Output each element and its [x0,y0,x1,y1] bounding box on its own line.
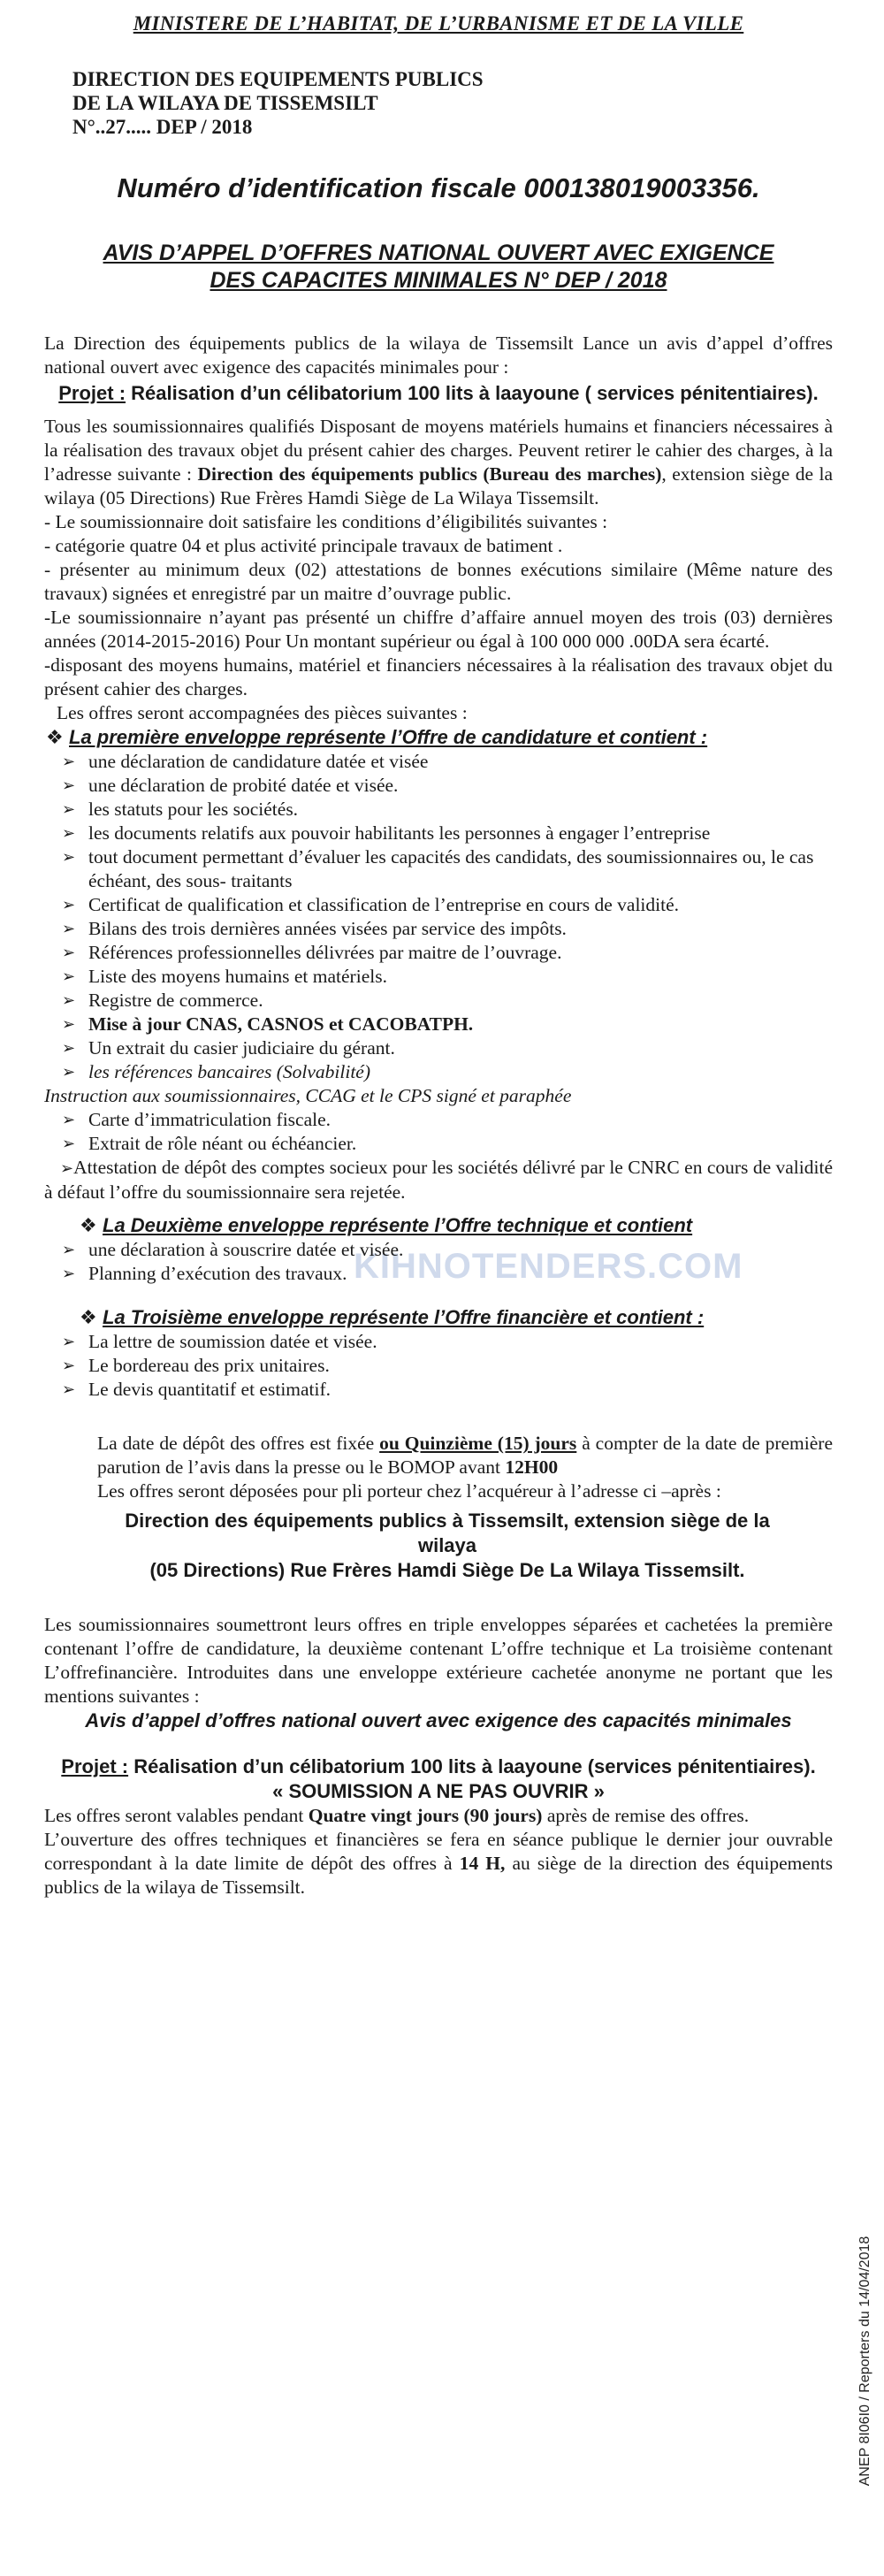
arrow-bullet-icon: ➢ [62,991,76,1010]
condition-category: - catégorie quatre 04 et plus activité principale travaux de batiment . [44,535,563,556]
arrow-bullet-icon: ➢ [62,896,76,914]
arrow-bullet-icon: ➢ [62,800,76,819]
list-item [62,1262,833,1286]
condition-turnover: -Le soumissionnaire n’ayant pas présenté un chiffre d’affaire annuel moyen des trois (03) dernières années (2014-2015-2016) Pour Un montant supérieur ou égal à 100 000 000 .00DA sera écarté. [44,607,833,652]
arrow-bullet-icon: ➢ [62,920,76,938]
opening-paragraph [44,1828,833,1900]
publication-side-note-text: ANEP 8I06I0 / Reporters du 14/04/2018 [857,2236,873,2487]
condition-intro: - Le soumissionnaire doit satisfaire les conditions d’éligibilités suivantes : [44,511,608,532]
envelopes-instructions: Les soumissionnaires soumettront leurs offres en triple enveloppes séparées et cachetées la première contenant l’offre de candidature, la deuxième contenant L’offre technique et La troisième contenant L’offrefinancière. Introduites dans une enveloppe extérieure cachetée anonyme ne portant que les mentions suivantes : [44,1614,833,1707]
arrow-bullet-icon: ➢ [62,848,76,867]
diamond-bullet-icon: ❖ [80,1214,97,1236]
arrow-bullet-icon: ➢ [62,1333,76,1351]
list-item-text: tout document permettant d’évaluer les capacités des candidats, des soumissionnaires ou, le cas échéant, des sous- traitants [88,846,814,891]
arrow-bullet-icon: ➢ [62,1241,76,1259]
notice-title-line-1: AVIS D’APPEL D’OFFRES NATIONAL OUVERT AVEC EXIGENCE [103,241,774,265]
eligibility-address-bold: Direction des équipements publics (Bureau des marches) [197,463,662,485]
notice-title [44,240,833,294]
list-item [62,1013,833,1036]
list-item [62,1108,833,1132]
envelope-2-title [44,1213,833,1238]
list-item [62,750,833,774]
list-item-text: Références professionnelles délivrées par maitre de l’ouvrage. [88,942,562,963]
notice-content [44,12,833,1900]
list-item-text: Le bordereau des prix unitaires. [88,1355,330,1376]
arrow-bullet-icon: ➢ [62,753,76,771]
deposit-address [44,1503,833,1583]
condition-means: -disposant des moyens humains, matériel et financiers nécessaires à la réalisation des travaux objet du présent cahier des charges. [44,654,833,699]
deposit-text-c: à compter de la date de première parution de l’avis dans la presse ou le BOMOP avant [97,1433,833,1478]
opening-text-c: au siège de la direction des équipements publics de la wilaya de Tissemsilt. [44,1853,833,1898]
opening-hour: 14 H, [459,1853,506,1874]
validity-duration: Quatre vingt jours (90 jours) [308,1805,543,1826]
reference-number: N°..27..... DEP / 2018 [72,116,253,138]
envelope-2-title-text: La Deuxième enveloppe représente l’Offre technique et contient [103,1214,693,1236]
list-item-text: Planning d’exécution des travaux. [88,1263,347,1284]
envelope-1-title-text: La première enveloppe représente l’Offre de candidature et contient : [69,726,708,748]
list-item-text: les références bancaires (Solvabilité) [88,1061,371,1082]
list-item [62,822,833,845]
list-item-text: les statuts pour les sociétés. [88,799,299,820]
attestation-item [44,1156,833,1204]
envelope-2-list [44,1238,833,1286]
envelope-1-list-2 [44,1108,833,1156]
diamond-bullet-icon: ❖ [46,726,64,748]
list-item-text: une déclaration de probité datée et visée. [88,775,399,796]
list-item [62,1060,833,1084]
list-item-text: Un extrait du casier judiciaire du gérant. [88,1037,395,1059]
deposit-date [97,1432,833,1479]
project-label: Projet : [58,382,126,404]
arrow-bullet-icon: ➢ [62,1063,76,1082]
intro-paragraph: La Direction des équipements publics de la wilaya de Tissemsilt Lance un avis d’appel d’offres national ouvert avec exigence des capacités minimales pour : [44,333,833,378]
list-item [62,965,833,989]
arrow-bullet-icon: ➢ [62,967,76,986]
arrow-bullet-icon: ➢ [62,1135,76,1153]
do-not-open: « SOUMISSION A NE PAS OUVRIR » [272,1780,605,1802]
arrow-bullet-icon: ➢ [62,1357,76,1375]
watermark: KIHNOTENDERS.COM [354,1247,743,1286]
list-item [62,774,833,798]
deposit-text-a: La date de dépôt des offres est fixée [97,1433,380,1454]
arrow-bullet-icon: ➢ [62,1380,76,1399]
fiscal-id: Numéro d’identification fiscale 000138019003356. [117,172,760,203]
notice-title-line-2: DES CAPACITES MINIMALES N° DEP / 2018 [210,268,667,293]
list-item-text: une déclaration de candidature datée et visée [88,751,429,772]
arrow-bullet-icon: ➢ [62,944,76,962]
arrow-bullet-icon: ➢ [62,776,76,795]
deposit-block [44,1432,833,1503]
list-item-text: Liste des moyens humains et matériels. [88,966,387,987]
ministry-heading: MINISTERE DE L’HABITAT, DE L’URBANISME ET DE LA VILLE [133,12,744,34]
closing-project-label: Projet : [61,1755,129,1777]
arrow-bullet-icon: ➢ [60,1159,74,1178]
arrow-bullet-icon: ➢ [62,824,76,843]
list-item [62,1354,833,1378]
project-text: Réalisation d’un célibatorium 100 lits à laayoune ( services pénitentiaires). [126,382,819,404]
list-item-text: Carte d’immatriculation fiscale. [88,1109,332,1130]
closing-project-text: Réalisation d’un célibatorium 100 lits à laayoune (services pénitentiaires). [128,1755,816,1777]
arrow-bullet-icon: ➢ [62,1265,76,1283]
eligibility-text: Tous les soumissionnaires qualifiés Disposant de moyens matériels humains et financiers nécessaires à la réalisation des travaux objet du présent cahier des charges. Peuvent retirer le cahier des charges, à la l’adresse suivante : [44,416,833,485]
list-item [62,893,833,917]
list-item-text: Le devis quantitatif et estimatif. [88,1379,332,1400]
list-item-text: Mise à jour CNAS, CASNOS et CACOBATPH. [88,1013,474,1035]
direction-line-2: DE LA WILAYA DE TISSEMSILT [72,92,378,114]
list-item [62,1330,833,1354]
list-item [62,917,833,941]
deposit-address-line-1: Direction des équipements publics à Tissemsilt, extension siège de la wilaya [125,1510,770,1556]
project-line [44,381,833,406]
list-item [62,1036,833,1060]
condition-attestations: - présenter au minimum deux (02) attestations de bonnes exécutions similaire (Même nature des travaux) signées et enregistré par un maitre d’ouvrage public. [44,559,833,604]
list-item-text: Extrait de rôle néant ou échéancier. [88,1133,357,1154]
direction-block [72,67,833,139]
list-item [62,989,833,1013]
eligibility-address-rest: , extension siège de la wilaya (05 Directions) Rue Frères Hamdi Siège de La Wilaya Tissemsilt. [44,463,834,508]
list-item [62,798,833,822]
arrow-bullet-icon: ➢ [62,1039,76,1058]
validity-paragraph [44,1804,833,1828]
envelope-3-title [44,1305,833,1330]
eligibility-paragraph [44,415,833,510]
validity-text-a: Les offres seront valables pendant [44,1805,309,1826]
list-item-text: Bilans des trois dernières années visées par service des impôts. [88,918,567,939]
envelope-3-list [44,1330,833,1402]
list-item-text: une déclaration à souscrire datée et visée. [88,1239,404,1260]
arrow-bullet-icon: ➢ [62,1111,76,1129]
documents-intro: Les offres seront accompagnées des pièces suivantes : [57,702,468,723]
deposit-deadline: ou Quinzième (15) jours [379,1433,577,1454]
list-item [62,941,833,965]
deposit-address-intro: Les offres seront déposées pour pli porteur chez l’acquéreur à l’adresse ci –après : [97,1480,721,1502]
envelope-3-title-text: La Troisième enveloppe représente l’Offre financière et contient : [103,1306,705,1328]
opening-text-a: L’ouverture des offres techniques et financières se fera en séance publique le dernier jour ouvrable correspondant à la date limite de dépôt des offres à [44,1829,833,1874]
arrow-bullet-icon: ➢ [62,1015,76,1034]
closing-project-line [44,1754,833,1779]
list-item [62,1132,833,1156]
list-item [62,1378,833,1402]
attestation-text: Attestation de dépôt des comptes socieux pour les sociétés délivré par le CNRC en cours de validité à défaut l’offre du soumissionnaire sera rejetée. [44,1157,833,1203]
list-item-text: les documents relatifs aux pouvoir habilitants les personnes à engager l’entreprise [88,822,711,844]
list-item [62,1238,833,1262]
envelope-1-list [44,750,833,1084]
list-item-text: La lettre de soumission datée et visée. [88,1331,377,1352]
envelope-1-title [44,725,833,750]
direction-line-1: DIRECTION DES EQUIPEMENTS PUBLICS [72,68,484,90]
instruction-line: Instruction aux soumissionnaires, CCAG et le CPS signé et paraphée [44,1085,572,1106]
validity-text-c: après de remise des offres. [542,1805,750,1826]
deposit-address-line-2: (05 Directions) Rue Frères Hamdi Siège De La Wilaya Tissemsilt. [149,1559,745,1581]
diamond-bullet-icon: ❖ [80,1306,97,1328]
deposit-hour: 12H00 [505,1456,559,1478]
list-item [62,845,833,893]
envelope-mention: Avis d’appel d’offres national ouvert avec exigence des capacités minimales [85,1709,792,1731]
list-item-text: Registre de commerce. [88,990,263,1011]
list-item-text: Certificat de qualification et classification de l’entreprise en cours de validité. [88,894,680,915]
publication-side-note [852,2158,879,2565]
